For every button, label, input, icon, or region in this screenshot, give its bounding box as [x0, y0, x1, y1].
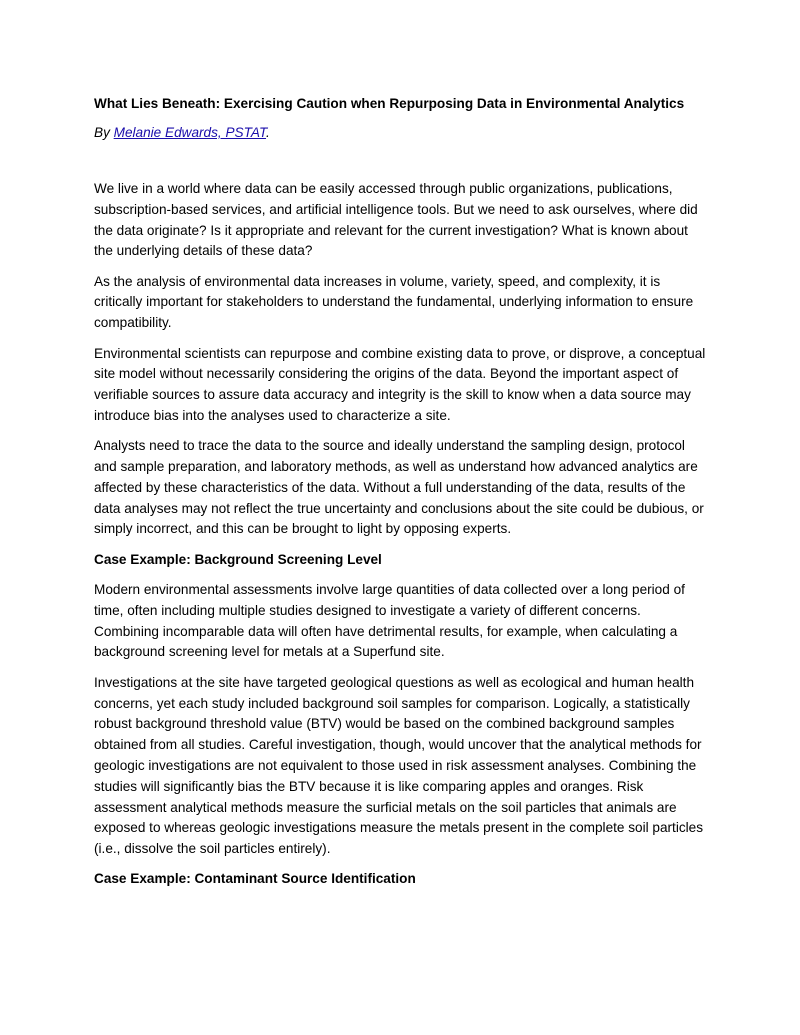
article-title: What Lies Beneath: Exercising Caution when Repurposing Data in Environmental Analytics [94, 96, 685, 111]
paragraph-1: We live in a world where data can be easily accessed through public organizations, publications, subscription-based services, and artificial intelligence tools. But we need to ask ourselves, where did the data originate? Is it appropriate and relevant for the current investigation? What is known about the underlying details of these data? [94, 181, 698, 259]
document-page [94, 94, 709, 900]
paragraph-2: As the analysis of environmental data increases in volume, variety, speed, and complexity, it is critically important for stakeholders to understand the fundamental, underlying information to ensure compatibility. [94, 273, 694, 331]
section1-paragraph-1: Modern environmental assessments involve large quantities of data collected over a long period of time, often including multiple studies designed to investigate a variety of different concerns. Combining incomparable data will often have detrimental results, for example, when calculating a background screening level for metals at a Superfund site. [94, 582, 685, 660]
paragraph-3: Environmental scientists can repurpose and combine existing data to prove, or disprove, a conceptual site model without necessarily considering the origins of the data. Beyond the important aspect of verifiable sources to assure data accuracy and integrity is the skill to know when a data source may introduce bias into the analyses used to characterize a site. [94, 345, 706, 423]
byline [94, 123, 709, 143]
byline-prefix: By [94, 125, 114, 140]
paragraph-4: Analysts need to trace the data to the source and ideally understand the sampling design, protocol and sample preparation, and laboratory methods, as well as understand how advanced analytics are affected by these characteristics of the data. Without a full understanding of the data, results of the data analyses may not reflect the true uncertainty and conclusions about the site could be dubious, or simply incorrect, and this can be brought to light by opposing experts. [94, 438, 704, 537]
section1-paragraph-2: Investigations at the site have targeted geological questions as well as ecological and human health concerns, yet each study included background soil samples for comparison. Logically, a statistically robust background threshold value (BTV) would be based on the combined background samples obtained from all studies. Careful investigation, though, would uncover that the analytical methods for geologic investigations are not equivalent to those used in risk assessment analyses. Combining the studies will significantly bias the BTV because it is like comparing apples and oranges. Risk assessment analytical methods measure the surficial metals on the soil particles that animals are exposed to whereas geologic investigations measure the metals present in the complete soil particles (i.e., dissolve the soil particles entirely). [94, 674, 704, 857]
author-link[interactable]: Melanie Edwards, PSTAT [113, 125, 267, 140]
byline-suffix: . [266, 125, 270, 140]
section-heading-background-screening: Case Example: Background Screening Level [94, 551, 382, 567]
section-heading-contaminant-source: Case Example: Contaminant Source Identification [94, 871, 416, 887]
